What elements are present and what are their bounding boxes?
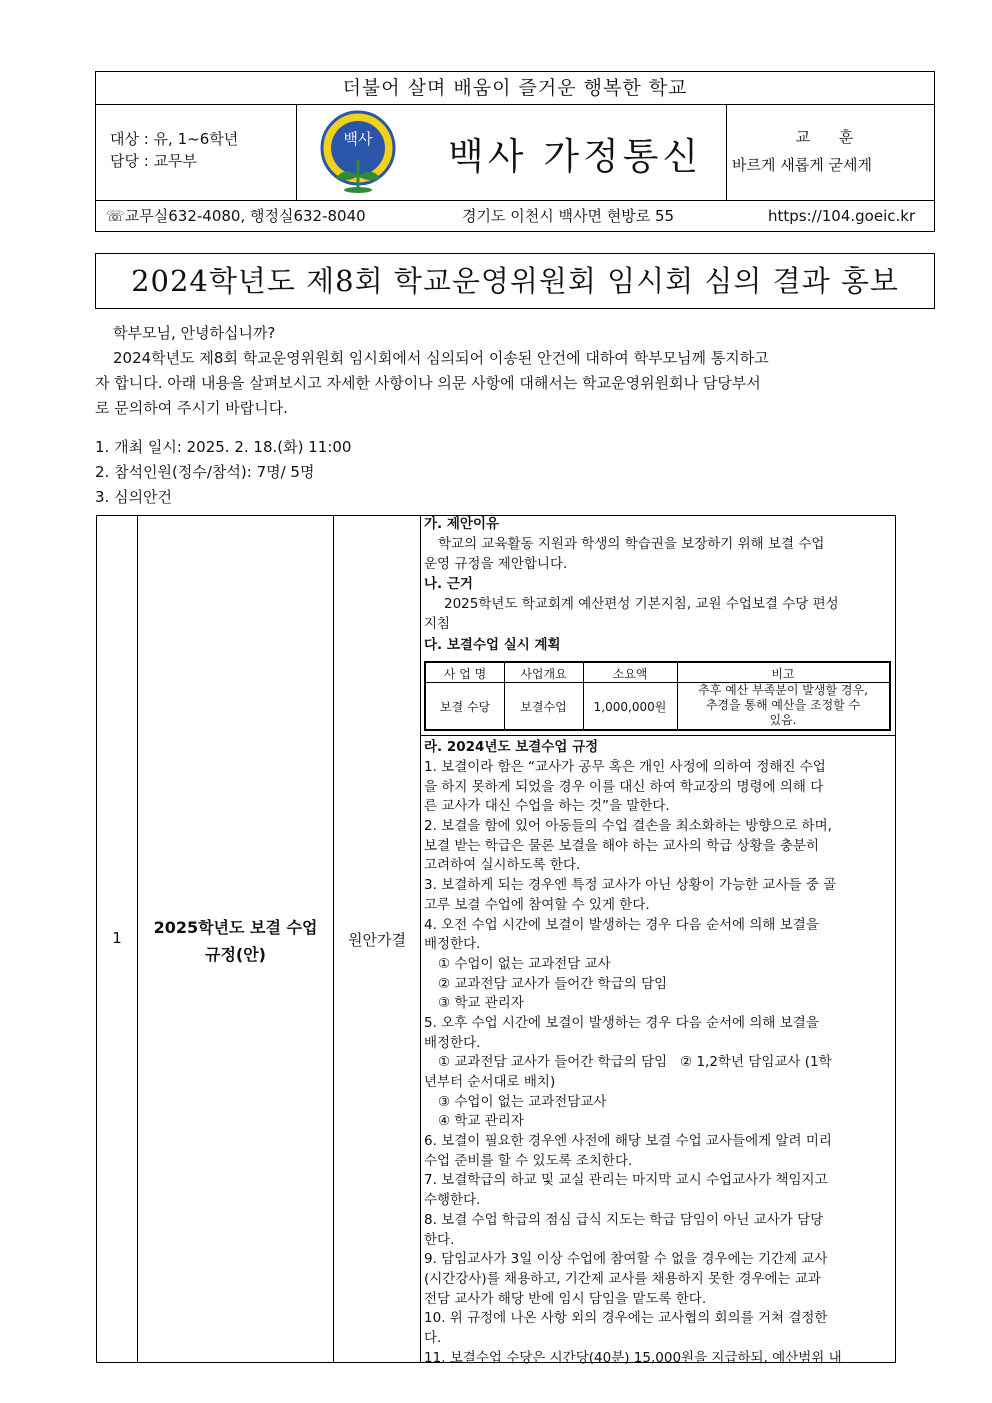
rule-line: 한다. (424, 1231, 455, 1248)
target-audience: 대상 : 유, 1~6학년 (110, 130, 239, 148)
section-heading: 가. 제안이유 (424, 516, 500, 532)
greeting: 학부모님, 안녕하십니까? (113, 324, 276, 342)
section-heading: 나. 근거 (424, 576, 473, 592)
agenda-name-line: 2025학년도 보결 수업 (153, 918, 318, 937)
agenda-number: 1 (112, 929, 122, 947)
plan-header: 소요액 (612, 667, 648, 681)
rule-line: 3. 보결하게 되는 경우엔 특정 교사가 아닌 상황이 가능한 교사들 중 골 (424, 877, 837, 894)
rule-line: 9. 담임교사가 3일 이상 수업에 참여할 수 없을 경우에는 기간제 교사 (424, 1251, 828, 1268)
header-info-cell (96, 104, 297, 200)
section-text: 지침 (424, 616, 451, 632)
plan-header: 사업개요 (520, 667, 567, 681)
section-heading: 다. 보결수업 실시 계획 (424, 637, 561, 653)
school-motto-label: 교 훈 (795, 128, 866, 146)
section-text: 운영 규정을 제안합니다. (424, 556, 568, 572)
rule-line: 전담 교사가 해당 반에 임시 담임을 맡도록 한다. (424, 1290, 707, 1307)
rule-line: 11. 보결수업 수당은 시간당(40분) 15,000원을 지급하되, 예산범위 내 (424, 1349, 842, 1366)
contact-row (96, 200, 934, 232)
agenda-no-cell (97, 516, 138, 1362)
meeting-date: 1. 개최 일시: 2025. 2. 18.(화) 11:00 (95, 438, 352, 456)
agenda-name-cell (138, 516, 334, 1362)
rule-line: ② 교과전담 교사가 들어간 학급의 담임 (438, 975, 668, 992)
rule-line: 고루 보결 수업에 참여할 수 있게 한다. (424, 896, 650, 913)
newsletter-header (95, 71, 935, 232)
rule-line: ③ 수업이 없는 교과전담교사 (438, 1093, 607, 1110)
rule-line: 배정한다. (424, 1034, 481, 1051)
header-title-cell (296, 104, 727, 200)
newsletter-title: 백사 가정통신 (448, 135, 703, 178)
rule-line: 1. 보결이라 함은 “교사가 공무 혹은 개인 사정에 의하여 정해진 수업 (424, 759, 826, 775)
plan-note-line: 추후 예산 부족분이 발생할 경우, (698, 683, 868, 697)
rule-line: 년부터 순서대로 배치) (424, 1074, 556, 1090)
school-motto-cell (726, 104, 935, 200)
agenda-name (138, 914, 333, 968)
logo-text: 백사 (343, 130, 373, 148)
rule-line: ④ 학교 관리자 (438, 1113, 524, 1130)
school-slogan: 더불어 살며 배움이 즐거운 행복한 학교 (96, 72, 934, 105)
rule-line: 보결 받는 학급은 물론 보결을 해야 하는 교사의 학급 상황을 충분히 (424, 837, 820, 854)
rule-line: 4. 오전 수업 시간에 보결이 발생하는 경우 다음 순서에 의해 보결을 (424, 916, 819, 933)
plan-header: 비고 (771, 667, 795, 681)
rule-line: ③ 학교 관리자 (438, 995, 524, 1012)
plan-note-line: 추경을 통해 예산을 조정할 수 (705, 698, 861, 712)
rule-line: ① 수업이 없는 교과전담 교사 (438, 955, 611, 972)
agenda-result: 원안가결 (348, 931, 406, 949)
rule-line: 다. (424, 1329, 442, 1346)
intro-line: 로 문의하여 주시기 바랍니다. (95, 399, 288, 417)
plan-note-line: 있음. (769, 713, 797, 727)
plan-cell: 1,000,000원 (593, 700, 667, 714)
rule-line: 10. 위 규정에 나온 사항 외의 경우에는 교사협의 회의를 거쳐 결정한 (424, 1310, 828, 1327)
rule-line: 2. 보결을 함에 있어 아동들의 수업 결손을 최소화하는 방향으로 하며, (424, 818, 832, 835)
header-middle-row (96, 104, 934, 201)
rule-line: 른 교사가 대신 수업을 하는 것”을 말한다. (424, 798, 670, 815)
school-website[interactable]: https://104.goeic.kr (768, 207, 916, 225)
intro-line: 2024학년도 제8회 학교운영위원회 임시회에서 심의되어 이송된 안건에 대하여 학부모님께 통지하고 (113, 349, 769, 367)
rules-list (424, 758, 892, 1368)
rule-line: 고려하여 실시하도록 한다. (424, 857, 581, 874)
rule-line: 배정한다. (424, 936, 481, 953)
school-address: 경기도 이천시 백사면 현방로 55 (462, 207, 675, 225)
section-divider (420, 735, 896, 736)
section-text: 2025학년도 학교회계 예산편성 기본지침, 교원 수업보결 수당 편성 (444, 596, 839, 612)
rule-line: 6. 보결이 필요한 경우엔 사전에 해당 보결 수업 교사들에게 알려 미리 (424, 1133, 832, 1150)
rule-line: 5. 오후 수업 시간에 보결이 발생하는 경우 다음 순서에 의해 보결을 (424, 1014, 819, 1031)
intro-line: 자 합니다. 아래 내용을 살펴보시고 자세한 사항이나 의문 사항에 대해서는 학교운영위원회나 담당부서 (95, 374, 761, 392)
school-logo-icon (312, 110, 408, 196)
section-text: 학교의 교육활동 지원과 학생의 학습권을 보장하기 위해 보결 수업 (438, 536, 825, 552)
agenda-result-cell (334, 516, 421, 1362)
plan-table (424, 661, 891, 731)
attendance: 2. 참석인원(정수/참석): 7명/ 5명 (95, 463, 315, 481)
phone-numbers: ☏교무실632-4080, 행정실632-8040 (106, 207, 366, 225)
document-title: 2024학년도 제8회 학교운영위원회 임시회 심의 결과 홍보 (95, 253, 935, 309)
rule-line: 8. 보결 수업 학급의 점심 급식 지도는 학급 담임이 아닌 교사가 담당 (424, 1211, 824, 1228)
plan-note (677, 683, 889, 728)
department: 담당 : 교무부 (110, 152, 198, 170)
section-heading: 라. 2024년도 보결수업 규정 (424, 739, 599, 755)
rule-line: 수업 준비를 할 수 있도록 조치한다. (424, 1152, 633, 1169)
rule-line: 수행한다. (424, 1192, 481, 1209)
agenda-heading: 3. 심의안건 (95, 488, 173, 506)
plan-cell: 보결 수당 (439, 700, 491, 714)
plan-header: 사 업 명 (443, 667, 487, 681)
rule-line: ① 교과전담 교사가 들어간 학급의 담임 ② 1,2학년 담임교사 (1학 (438, 1054, 832, 1071)
rule-line: 을 하지 못하게 되었을 경우 이를 대신 하여 학교장의 명령에 의해 다 (424, 778, 824, 795)
rule-line: 7. 보결학급의 하교 및 교실 관리는 마지막 교시 수업교사가 책임지고 (424, 1172, 828, 1189)
plan-cell: 보결수업 (520, 700, 567, 714)
rule-line: (시간강사)를 채용하고, 기간제 교사를 채용하지 못한 경우에는 교과 (424, 1270, 821, 1287)
agenda-name-line: 규정(안) (205, 945, 266, 964)
school-motto: 바르게 새롭게 굳세게 (732, 156, 872, 174)
